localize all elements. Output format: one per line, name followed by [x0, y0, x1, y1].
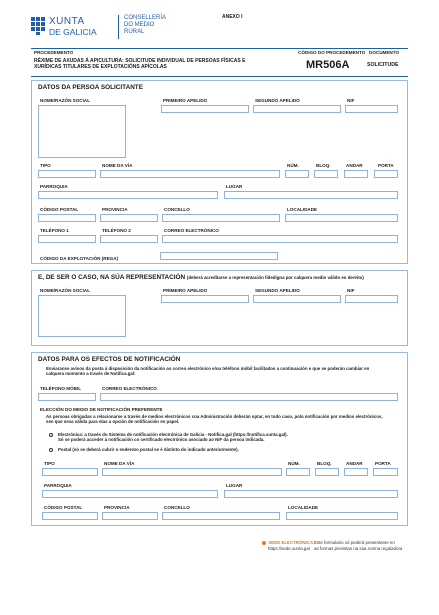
applicant-email-label: CORREO ELECTRÓNICO	[164, 228, 219, 233]
notification-place-field[interactable]	[224, 490, 398, 498]
notification-parish-field[interactable]	[42, 490, 218, 498]
notification-parish-label: PARROQUIA	[44, 483, 72, 488]
notification-tipo-label: TIPO	[44, 461, 55, 466]
applicant-nif-field[interactable]	[345, 105, 398, 113]
notification-street-field[interactable]	[102, 468, 282, 476]
document-label: DOCUMENTO	[369, 50, 400, 55]
procedure-code-label: CÓDIGO DO PROCEDEMENTO	[298, 50, 366, 55]
applicant-name-label: NOME/RAZÓN SOCIAL	[40, 98, 91, 103]
applicant-door-label: PORTA	[378, 163, 394, 168]
notification-mobile-field[interactable]	[38, 393, 96, 401]
applicant-parish-field[interactable]	[38, 191, 218, 199]
representative-section-title	[38, 274, 364, 281]
applicant-floor-label: ANDAR	[346, 163, 363, 168]
footer-note-line-2: as formas previstas na súa norma reguladora	[314, 546, 403, 551]
footer-note	[314, 540, 402, 552]
consellaria-line-2: DO MEDIO	[124, 22, 155, 29]
applicant-surname1-label: PRIMEIRO APELIDO	[163, 98, 208, 103]
applicant-street-label: NOME DA VÍA	[102, 163, 133, 168]
notification-email-field[interactable]	[100, 393, 398, 401]
applicant-name-field[interactable]	[38, 105, 126, 158]
applicant-block-field[interactable]	[314, 170, 338, 178]
applicant-postal-label: CÓDIGO POSTAL	[40, 207, 79, 212]
notification-door-field[interactable]	[373, 468, 398, 476]
representative-name-field[interactable]	[38, 295, 126, 337]
postal-option-label: Postal (só se deberá cubrir o enderezo postal se é distinto do indicado anteriormente).	[58, 447, 239, 452]
applicant-locality-field[interactable]	[285, 214, 398, 222]
applicant-postal-field[interactable]	[38, 214, 96, 222]
representative-surname2-field[interactable]	[253, 295, 341, 303]
applicant-surname1-field[interactable]	[161, 105, 249, 113]
applicant-rega-field[interactable]	[160, 252, 278, 260]
notification-choice-text: As persoas obrigadas a relacionarse a través de medios electrónicos coa Administración deberán optar, en todo caso, pola notificación por medios electrónicos, sen que sexa válida para elas a opción de notificación en papel.	[46, 414, 383, 425]
applicant-place-field[interactable]	[224, 191, 398, 199]
applicant-province-label: PROVINCIA	[102, 207, 128, 212]
notification-tipo-field[interactable]	[42, 468, 98, 476]
notification-num-label: NÚM.	[288, 461, 300, 466]
applicant-rega-label: CÓDIGO DA EXPLOTACIÓN (REGA)	[40, 256, 119, 261]
representative-surname1-field[interactable]	[161, 295, 249, 303]
notification-street-label: NOME DA VÍA	[104, 461, 135, 466]
applicant-phone2-field[interactable]	[100, 235, 158, 243]
applicant-section-title: DATOS DA PERSOA SOLICITANTE	[38, 84, 143, 91]
sede-electronica-badge	[262, 540, 313, 545]
notification-postal-label: CÓDIGO POSTAL	[44, 505, 83, 510]
applicant-parish-label: PARROQUIA	[40, 184, 68, 189]
electronic-option-note: Só se poderá acceder á notificación co certificado electrónico asociado ao NIF da persoa indicada.	[58, 437, 265, 442]
notification-council-label: CONCELLO	[164, 505, 190, 510]
logo-galicia-text: DE GALICIA	[49, 27, 97, 37]
notification-email-label: CORREO ELECTRÓNICO	[102, 386, 157, 391]
applicant-tipo-label: TIPO	[40, 163, 51, 168]
annex-label: ANEXO I	[222, 14, 243, 20]
sede-url[interactable]: https://sede.xunta.gal	[268, 546, 310, 551]
applicant-surname2-label: SEGUNDO APELIDO	[255, 98, 300, 103]
consellaria-line-3: RURAL	[124, 29, 145, 36]
xunta-logo	[30, 14, 118, 40]
electronic-radio[interactable]	[49, 433, 53, 437]
applicant-num-label: NÚM.	[287, 163, 299, 168]
applicant-nif-label: NIF	[347, 98, 355, 103]
postal-radio[interactable]	[49, 448, 53, 452]
notification-floor-label: ANDAR	[346, 461, 363, 466]
representative-surname1-label: PRIMEIRO APELIDO	[163, 288, 208, 293]
applicant-locality-label: LOCALIDADE	[287, 207, 318, 212]
representative-nif-label: NIF	[347, 288, 355, 293]
galicia-emblem-icon	[30, 16, 46, 36]
consellaria-name	[124, 15, 166, 37]
representative-nif-field[interactable]	[345, 295, 398, 303]
notification-section-title: DATOS PARA OS EFECTOS DE NOTIFICACIÓN	[38, 356, 181, 363]
sede-badge-label: SEDE ELECTRÓNICA	[268, 540, 314, 545]
notification-intro: Enviaranse avisos da posta á disposición da notificación ao correo electrónico e/ou teléfono móbil facilitados a continuación e que se poderán cambiar en calquera momento a través de Notifica.gal:	[46, 366, 370, 377]
notification-place-label: LUGAR	[226, 483, 243, 488]
sede-icon	[262, 541, 266, 545]
document-value: SOLICITUDE	[367, 62, 399, 68]
notification-choice-title: ELECCIÓN DO MEDIO DE NOTIFICACIÓN PREFERENTE	[40, 407, 163, 412]
applicant-phone1-label: TELÉFONO 1	[40, 228, 69, 233]
notification-mobile-label: TELÉFONO MÓBIL	[40, 386, 82, 391]
consellaria-line-1: CONSELLERÍA	[124, 15, 167, 21]
notification-province-field[interactable]	[102, 512, 158, 520]
procedure-code-value: MR506A	[306, 59, 350, 71]
procedure-label: PROCEDEMENTO	[34, 50, 74, 55]
notification-door-label: PORTA	[375, 461, 391, 466]
applicant-door-field[interactable]	[374, 170, 398, 178]
applicant-surname2-field[interactable]	[253, 105, 341, 113]
notification-locality-field[interactable]	[286, 512, 398, 520]
representative-title: E, DE SER O CASO, NA SÚA REPRESENTACIÓN	[38, 274, 186, 281]
applicant-phone2-label: TELÉFONO 2	[102, 228, 131, 233]
applicant-street-field[interactable]	[100, 170, 280, 178]
representative-name-label: NOME/RAZÓN SOCIAL	[40, 288, 91, 293]
notification-block-label: BLOQ.	[317, 461, 332, 466]
logo-xunta-text: XUNTA	[49, 16, 85, 27]
notification-council-field[interactable]	[162, 512, 280, 520]
applicant-block-label: BLOQ.	[316, 163, 331, 168]
notification-province-label: PROVINCIA	[104, 505, 130, 510]
applicant-place-label: LUGAR	[226, 184, 243, 189]
applicant-council-field[interactable]	[162, 214, 280, 222]
applicant-council-label: CONCELLO	[164, 207, 190, 212]
notification-num-field[interactable]	[286, 468, 310, 476]
electronic-option-label: Electrónica: a través do Sistema de notificación electrónica de Galicia - Notifica.gal (https://notifica.xunta.gal).	[58, 432, 288, 437]
applicant-floor-field[interactable]	[344, 170, 368, 178]
procedure-title: RÉXIME DE AXUDAS Á APICULTURA: SOLICITUDE INDIVIDUAL DE PERSOAS FÍSICAS E XURÍDICAS TITULARES DE EXPLOTACIÓNS APÍCOLAS	[34, 58, 246, 70]
notification-postal-field[interactable]	[42, 512, 98, 520]
representative-surname2-label: SEGUNDO APELIDO	[255, 288, 300, 293]
applicant-email-field[interactable]	[162, 235, 398, 243]
representative-subtitle: (deberá acreditarse a representación fidedigna por calquera medio válido en dereito)	[186, 275, 364, 280]
header-divider	[118, 15, 119, 39]
applicant-phone1-field[interactable]	[38, 235, 96, 243]
footer-note-line-1: Este formulario só poderá presentarse en	[314, 540, 395, 545]
applicant-tipo-field[interactable]	[38, 170, 96, 178]
notification-block-field[interactable]	[315, 468, 339, 476]
notification-floor-field[interactable]	[344, 468, 368, 476]
applicant-province-field[interactable]	[100, 214, 158, 222]
applicant-num-field[interactable]	[285, 170, 309, 178]
notification-locality-label: LOCALIDADE	[288, 505, 319, 510]
